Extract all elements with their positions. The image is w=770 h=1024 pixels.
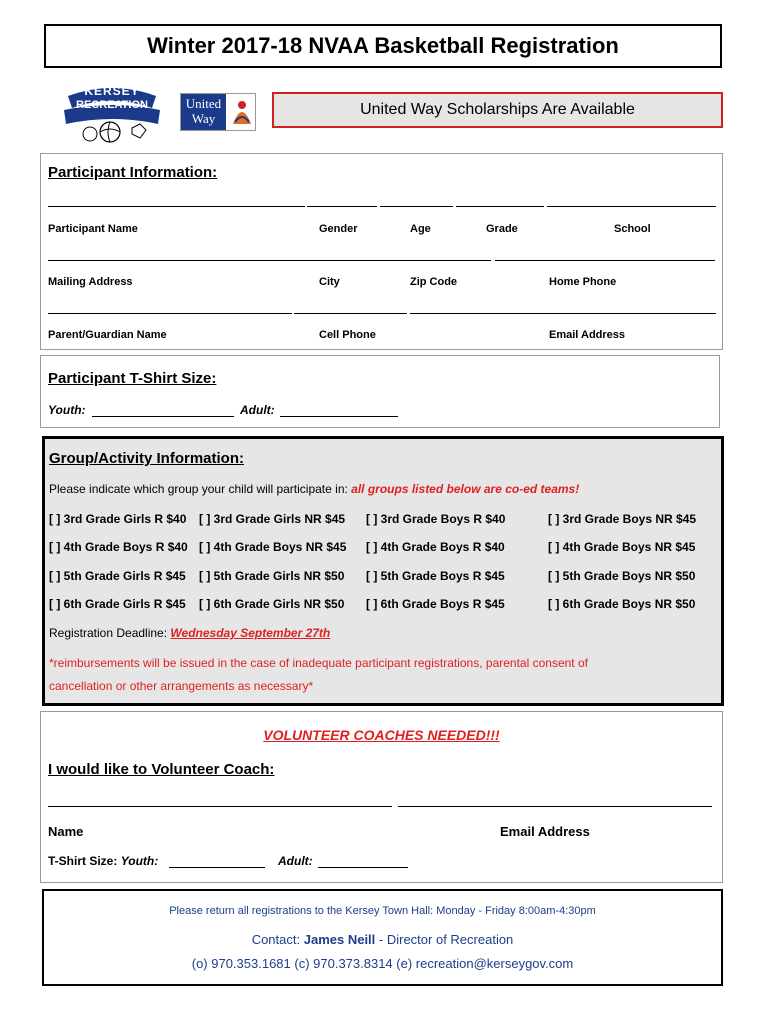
- group-option[interactable]: [ ] 5th Grade Boys R $45: [366, 569, 505, 583]
- volunteer-adult-label: Adult:: [278, 854, 313, 868]
- contact-title: - Director of Recreation: [378, 932, 514, 947]
- united-way-text-1: United: [185, 96, 222, 111]
- group-option[interactable]: [ ] 6th Grade Boys R $45: [366, 597, 505, 611]
- volunteer-banner: VOLUNTEER COACHES NEEDED!!!: [263, 727, 500, 743]
- participant-heading: Participant Information:: [48, 164, 218, 181]
- volunteer-youth-line[interactable]: [169, 867, 265, 868]
- grade-line[interactable]: [456, 206, 544, 207]
- group-option[interactable]: [ ] 4th Grade Boys NR $45: [548, 540, 696, 554]
- volunteer-email-label: Email Address: [500, 824, 590, 839]
- group-option[interactable]: [ ] 6th Grade Boys NR $50: [548, 597, 696, 611]
- city-label: City: [319, 276, 340, 288]
- grade-label: Grade: [486, 223, 518, 235]
- group-option[interactable]: [ ] 5th Grade Girls NR $50: [199, 569, 345, 583]
- registration-deadline: [49, 626, 330, 640]
- group-option[interactable]: [ ] 4th Grade Boys NR $45: [199, 540, 347, 554]
- volunteer-name-label: Name: [48, 824, 84, 839]
- parent-name-line[interactable]: [48, 313, 292, 314]
- united-way-logo: [180, 93, 256, 131]
- volunteer-name-line[interactable]: [48, 806, 392, 807]
- tshirt-heading: Participant T-Shirt Size:: [48, 370, 217, 387]
- home-phone-label: Home Phone: [549, 276, 617, 288]
- page-title: Winter 2017-18 NVAA Basketball Registration: [44, 24, 722, 68]
- tshirt-adult-line[interactable]: [280, 416, 398, 417]
- contact-name: James Neill: [303, 932, 376, 947]
- contact-line: [42, 932, 723, 947]
- volunteer-heading: I would like to Volunteer Coach:: [48, 761, 275, 778]
- school-label: School: [614, 223, 651, 235]
- gender-line[interactable]: [307, 206, 377, 207]
- mailing-address-label: Mailing Address: [48, 276, 133, 288]
- home-phone-line[interactable]: [495, 260, 715, 261]
- united-way-panel: [181, 94, 226, 130]
- deadline-value: Wednesday September 27th: [170, 626, 331, 640]
- group-option[interactable]: [ ] 3rd Grade Boys R $40: [366, 512, 506, 526]
- scholarship-banner: United Way Scholarships Are Available: [272, 92, 723, 128]
- email-address-label: Email Address: [549, 329, 626, 341]
- group-option[interactable]: [ ] 4th Grade Boys R $40: [366, 540, 505, 554]
- tshirt-youth-label: Youth:: [48, 403, 86, 417]
- united-way-hand-icon: [229, 98, 255, 126]
- kersey-logo-text-1: KERSEY: [84, 84, 140, 98]
- deadline-label: Registration Deadline:: [49, 626, 168, 640]
- tshirt-adult-label: Adult:: [240, 403, 275, 417]
- group-heading: Group/Activity Information:: [49, 450, 244, 467]
- volunteer-adult-line[interactable]: [318, 867, 408, 868]
- group-instruction: [49, 482, 579, 496]
- gender-label: Gender: [319, 223, 358, 235]
- participant-section: [40, 153, 723, 350]
- reimbursement-note-2: cancellation or other arrangements as necessary*: [49, 679, 314, 693]
- participant-name-label: Participant Name: [48, 223, 138, 235]
- age-line[interactable]: [380, 206, 453, 207]
- group-option[interactable]: [ ] 6th Grade Girls NR $50: [199, 597, 345, 611]
- return-note: Please return all registrations to the Kersey Town Hall: Monday - Friday 8:00am-4:30pm: [169, 905, 596, 917]
- contact-prefix: Contact:: [251, 932, 301, 947]
- email-address-line[interactable]: [410, 313, 716, 314]
- age-label: Age: [410, 223, 431, 235]
- kersey-logo-text-2: RECREATION: [76, 99, 148, 111]
- group-instruction-note: all groups listed below are co-ed teams!: [351, 482, 580, 496]
- mailing-address-line[interactable]: [48, 260, 491, 261]
- volunteer-email-line[interactable]: [398, 806, 712, 807]
- group-option[interactable]: [ ] 4th Grade Boys R $40: [49, 540, 188, 554]
- tshirt-youth-line[interactable]: [92, 416, 234, 417]
- group-option[interactable]: [ ] 3rd Grade Boys NR $45: [548, 512, 697, 526]
- contact-phones: (o) 970.353.1681 (c) 970.373.8314 (e) recreation@kerseygov.com: [191, 956, 574, 971]
- group-option[interactable]: [ ] 6th Grade Girls R $45: [49, 597, 186, 611]
- group-option[interactable]: [ ] 3rd Grade Girls R $40: [49, 512, 187, 526]
- volunteer-youth-label: Youth:: [120, 854, 159, 868]
- volunteer-tshirt-label: [48, 854, 158, 868]
- united-way-text-2: Way: [191, 111, 216, 126]
- group-instruction-text: Please indicate which group your child will participate in:: [49, 482, 348, 496]
- cell-phone-label: Cell Phone: [319, 329, 376, 341]
- volunteer-tshirt-text: T-Shirt Size:: [48, 854, 118, 868]
- school-line[interactable]: [547, 206, 716, 207]
- reimbursement-note-1: *reimbursements will be issued in the case of inadequate participant registrations, parental consent of: [49, 656, 588, 670]
- kersey-recreation-logo: [62, 78, 162, 144]
- cell-phone-line[interactable]: [294, 313, 407, 314]
- tshirt-section: [40, 355, 720, 428]
- parent-name-label: Parent/Guardian Name: [48, 329, 167, 341]
- group-option[interactable]: [ ] 3rd Grade Girls NR $45: [199, 512, 346, 526]
- group-option[interactable]: [ ] 5th Grade Boys NR $50: [548, 569, 696, 583]
- group-option[interactable]: [ ] 5th Grade Girls R $45: [49, 569, 186, 583]
- zip-code-label: Zip Code: [410, 276, 458, 288]
- participant-name-line[interactable]: [48, 206, 305, 207]
